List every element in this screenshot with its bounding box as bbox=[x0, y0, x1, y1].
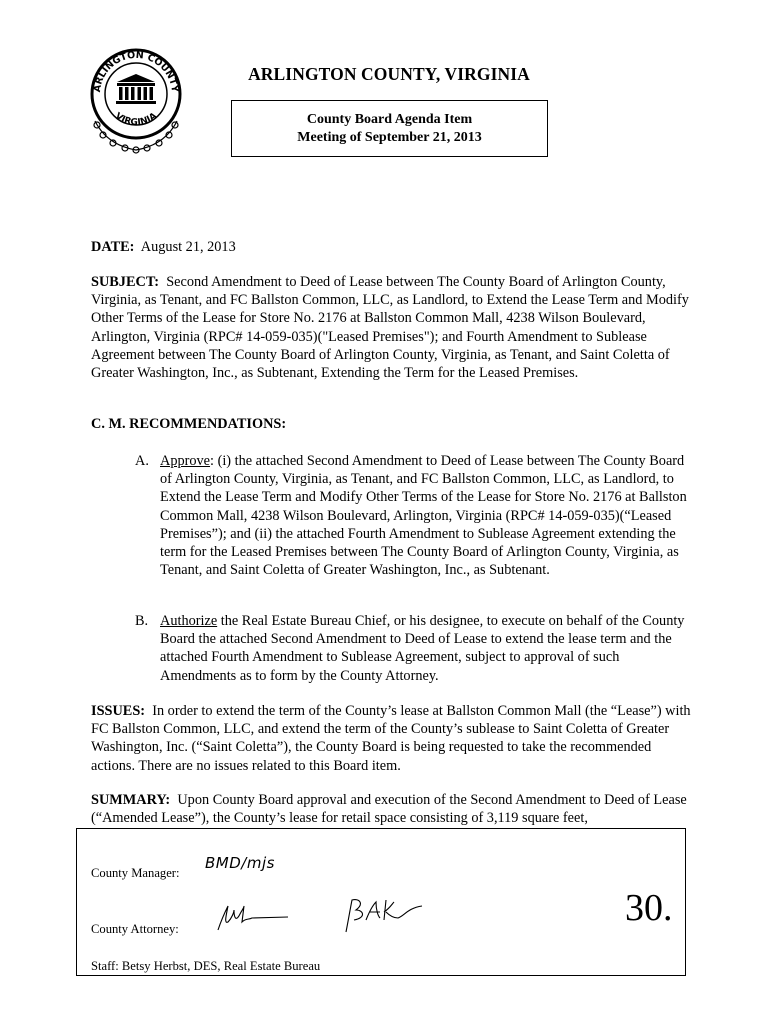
summary-label: SUMMARY: bbox=[91, 792, 171, 808]
meeting-date: Meeting of September 21, 2013 bbox=[297, 130, 482, 145]
staff-line: Staff: Betsy Herbst, DES, Real Estate Bureau bbox=[91, 959, 321, 973]
svg-text:VIRGINIA: VIRGINIA bbox=[113, 111, 159, 128]
subject-text: Second Amendment to Deed of Lease between The County Board of Arlington County, Virginia, as Tenant, and FC Ballston Common, LLC, as Landlord, to Extend the Lease Term and Modify Other Terms of the Lease for Store No. 2176 at Ballston Common Mall, 4238 Wilson Boulevard, Arlington, Virginia (RPC# 14-059-035)("Leased Premises"); and Fourth Amendment to Sublease Agreement between The County Board of Arlington County, Virginia, as Tenant, and Saint Coletta of Greater Washington, Inc., as Subtenant, Extending the Term for the Leased Premises. bbox=[91, 274, 689, 382]
attorney-signature-2 bbox=[338, 894, 424, 936]
date-label: DATE: bbox=[91, 239, 135, 255]
county-attorney-label: County Attorney: bbox=[91, 922, 179, 936]
subject-label: SUBJECT: bbox=[91, 274, 160, 290]
issues-text: In order to extend the term of the County’s lease at Ballston Common Mall (the “Lease”) with FC Ballston Common, LLC, and extend the term of the County’s sublease to Saint Coletta of Greater Washington, Inc. (“Saint Coletta”), the County Board is being requested to take the recommended actions. There are no issues related to this Board item. bbox=[91, 703, 691, 774]
summary-paragraph bbox=[91, 791, 691, 827]
county-title: ARLINGTON COUNTY, VIRGINIA bbox=[248, 64, 530, 84]
agenda-item-number: 30. bbox=[625, 887, 673, 929]
county-manager-initials: BMD/mjs bbox=[205, 854, 275, 872]
issues-label: ISSUES: bbox=[91, 703, 146, 719]
recommendation-a bbox=[160, 452, 690, 579]
recommendation-b-letter: B. bbox=[135, 613, 149, 629]
recommendation-b bbox=[160, 612, 690, 685]
recommendations-heading: C. M. RECOMMENDATIONS: bbox=[91, 416, 287, 432]
attorney-signature-1 bbox=[212, 900, 290, 936]
issues-paragraph bbox=[91, 702, 691, 775]
date-line bbox=[91, 238, 236, 256]
subject-paragraph bbox=[91, 273, 691, 382]
county-manager-label: County Manager: bbox=[91, 866, 180, 880]
recommendation-a-letter: A. bbox=[135, 453, 149, 469]
agenda-item-box bbox=[231, 100, 548, 157]
summary-text: Upon County Board approval and execution of the Second Amendment to Deed of Lease (“Amended Lease”), the County’s lease for retail space consisting of 3,119 square feet, bbox=[91, 792, 687, 827]
date-value: August 21, 2013 bbox=[140, 239, 236, 255]
recommendation-b-text: the Real Estate Bureau Chief, or his designee, to execute on behalf of the County Board the attached Second Amendment to Deed of Lease to extend the lease term and the attached Fourth Amendment to Sublease Agreement, subject to approval of such Amendments as to form by the County Attorney. bbox=[160, 613, 685, 684]
recommendation-a-text: : (i) the attached Second Amendment to Deed of Lease between The County Board of Arlington County, Virginia, as Tenant, and FC Ballston Common, LLC, as Landlord, to Extend the Lease Term and Modify Other Terms of the Lease for Store No. 2176 at Ballston Common Mall, 4238 Wilson Boulevard, Arlington, Virginia (RPC# 14-059-035)(“Leased Premises”); and (ii) the attached Fourth Amendment to Sublease Agreement extending the term for the Leased Premises between The County Board of Arlington County, Virginia, as Tenant, and Saint Coletta of Greater Washington, Inc., as Subtenant. bbox=[160, 453, 687, 579]
recommendation-a-verb: Approve bbox=[160, 453, 211, 469]
svg-text:ARLINGTON COUNTY: ARLINGTON COUNTY bbox=[91, 49, 181, 93]
agenda-item-label: County Board Agenda Item bbox=[306, 112, 473, 127]
recommendation-b-verb: Authorize bbox=[160, 613, 218, 629]
